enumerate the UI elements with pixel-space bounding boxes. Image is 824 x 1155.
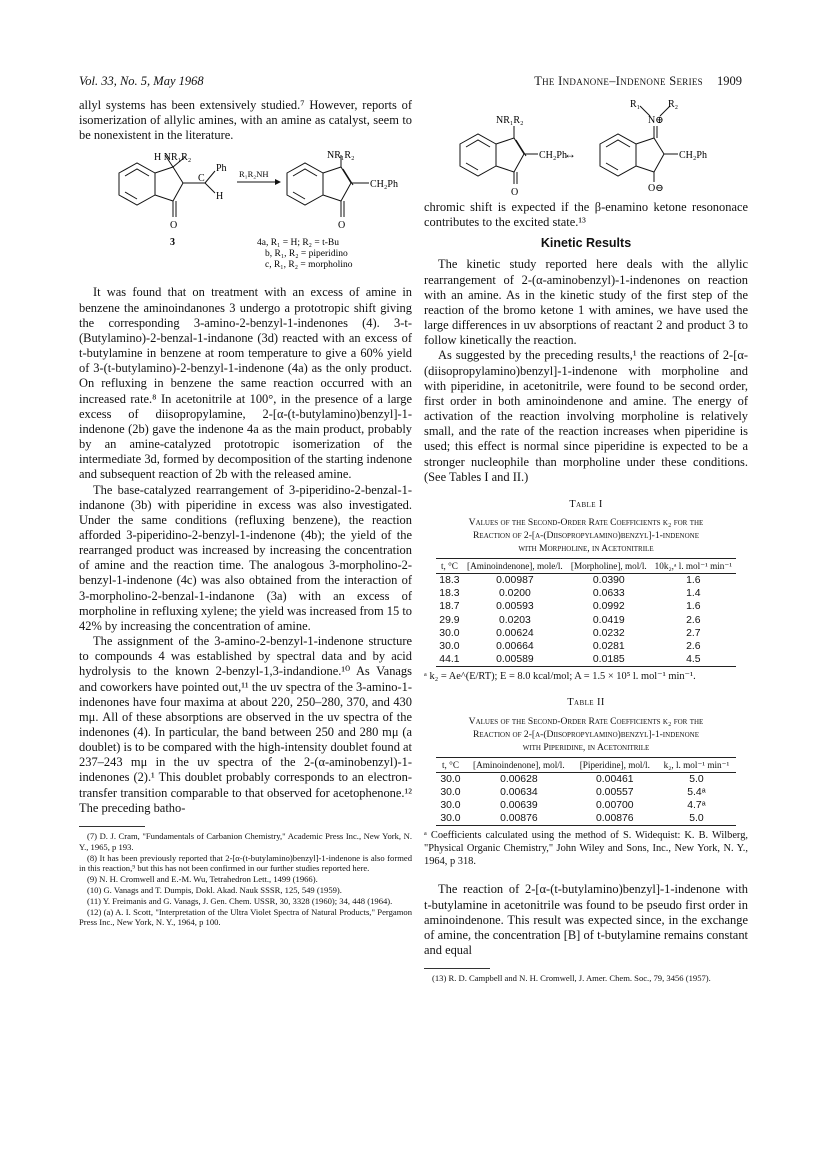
cell: 0.0281 bbox=[592, 640, 625, 652]
scheme2-n-plus: N⊕ bbox=[648, 115, 664, 126]
cell: 30.0 bbox=[440, 773, 461, 785]
table-row bbox=[436, 786, 736, 799]
scheme2-right-o: O⊖ bbox=[648, 183, 664, 194]
scheme2-r2: R₂ bbox=[668, 99, 679, 110]
cell: 5.0 bbox=[657, 812, 736, 826]
scheme2-left-sub: CH₂Ph bbox=[539, 150, 567, 161]
cell: 2.7 bbox=[686, 627, 701, 639]
table1-footnote: ᵃ k₂ = Ae^(E/RT); E = 8.0 kcal/mol; A = 1.5 × 10⁵ l. mol⁻¹ min⁻¹. bbox=[424, 671, 696, 683]
scheme2-r1: R₁ bbox=[630, 99, 641, 110]
table-row bbox=[436, 587, 736, 600]
cell: 5.0 bbox=[689, 773, 704, 785]
table1-header-temp: t, °C bbox=[436, 558, 463, 573]
scheme2-left-o: O bbox=[511, 187, 519, 198]
cell: 0.0992 bbox=[592, 601, 625, 613]
table1-caption bbox=[424, 516, 748, 555]
cell: 0.0419 bbox=[592, 614, 625, 626]
footnote-9: (9) N. H. Cromwell and E.-M. Wu, Tetrahedron Lett., 1499 (1966). bbox=[87, 874, 318, 885]
table-row bbox=[436, 614, 736, 627]
table1-caption-line3: with Morpholine, in Acetonitrile bbox=[518, 542, 654, 554]
table2-caption-line3: with Piperidine, in Acetonitrile bbox=[522, 741, 650, 753]
scheme1-right-sub: CH₂Ph bbox=[370, 179, 398, 191]
cell: 0.00700 bbox=[596, 799, 634, 811]
scheme1-label-b: b, R₁, R₂ = piperidino bbox=[265, 249, 348, 260]
table-1 bbox=[436, 558, 736, 667]
scheme1-reagent: R₁R₂NH bbox=[239, 169, 269, 180]
table-row bbox=[436, 772, 736, 786]
paragraph-assignment: The assignment of the 3-amino-2-benzyl-1-indenone structure to compounds 4 was established by spectral data and by acid hydrolysis to the known 2-benzyl-1,3-indandione.¹⁰ As Vanags and coworkers have pointed out,¹¹ the uv spectra of the 3-amino-1-indenones have four maxima at about 220, 250–280, 370, and 430 mμ. All of these absorptions are observed in the uv spectra of the indenones (4). In particular, the band between 250 and 280 mμ (a doublet) is to be compared with the high-intensity doublet found at 237–243 mμ in the uv spectra of the 2-(α-aminobenzyl)-1-indenones (2).¹ This doublet probably corresponds to an electron-transfer transition comparable to that observed for acetophenone.¹² The preceding batho- bbox=[79, 634, 412, 815]
cell: 0.00589 bbox=[463, 653, 567, 667]
paragraph-kinetic-study: The kinetic study reported here deals with the allylic rearrangement of 2-(α-aminobenzyl)-1-indenones on reaction with an amine. As in the kinetic study of the first step of the reaction of the bromo ketone 1 with amines, we have used the large differences in uv absorptions of reactant 2 and product 3 to follow kinetically the reaction. bbox=[424, 257, 748, 348]
scheme2-right-sub: CH₂Ph bbox=[679, 150, 707, 161]
footnote-11: (11) Y. Freimanis and G. Vanags, J. Gen. Chem. USSR, 30, 3328 (1960); 34, 448 (1964). bbox=[87, 895, 393, 906]
table-row bbox=[436, 627, 736, 640]
cell: 0.0185 bbox=[567, 653, 651, 667]
footnote-10: (10) G. Vanags and T. Dumpis, Dokl. Akad. Nauk SSSR, 125, 549 (1959). bbox=[87, 884, 342, 895]
paragraph-base-catalyzed: The base-catalyzed rearrangement of 3-piperidino-2-benzal-1-indanone (3b) with piperidine in excess was also investigated. Under the same conditions (refluxing benzene), the reaction afforded 3-piperidino-2-benzyl-1-indenone (4b); the yield of the rearranged product was increased by increasing the concentration of amine and the reaction time. The analogous 3-morpholino-2-benzyl-1-indenone (4c) was also obtained from the interaction of 3-morpholino-2-benzal-1-indanone (3a) with an excess of morpholine in refluxing xylene; the yield was increased from 15 to 42% by increasing the concentration of amine. bbox=[79, 482, 412, 633]
cell: 0.00664 bbox=[496, 640, 534, 652]
scheme-1-structures bbox=[79, 149, 412, 281]
cell: 0.00987 bbox=[496, 574, 534, 586]
scheme1-compound-3: 3 bbox=[170, 237, 175, 249]
table-row bbox=[436, 640, 736, 653]
cell: 29.9 bbox=[439, 614, 460, 626]
footnote-rule-right bbox=[424, 968, 490, 969]
section-heading-kinetic-results: Kinetic Results bbox=[540, 236, 632, 251]
table-2 bbox=[436, 757, 736, 827]
running-header-volume: Vol. 33, No. 5, May 1968 bbox=[79, 74, 204, 88]
cell: 30.0 bbox=[440, 799, 461, 811]
scheme-2 bbox=[424, 98, 748, 198]
table-row bbox=[436, 653, 736, 667]
cell: 0.00876 bbox=[465, 812, 573, 826]
running-header bbox=[534, 74, 742, 89]
scheme1-left-h: H bbox=[216, 191, 224, 203]
left-column bbox=[79, 98, 412, 928]
table1-header-aminoindenone: [Aminoindenone], mole/l. bbox=[463, 558, 567, 573]
footnote-12: (12) (a) A. I. Scott, "Interpretation of the Ultra Violet Spectra of Natural Products," Pergamon Press Inc., New York, N. Y., 1964, p 100. bbox=[79, 906, 412, 928]
table2-caption-line1: Values of the Second-Order Rate Coefficients k₂ for the bbox=[468, 715, 704, 727]
paragraph-bathochromic: chromic shift is expected if the β-enamino ketone resononace contributes to the excited state.¹³ bbox=[424, 200, 748, 230]
cell: 1.6 bbox=[686, 601, 701, 613]
cell: 30.0 bbox=[439, 627, 460, 639]
scheme1-left-o: O bbox=[170, 220, 178, 232]
cell: 0.0232 bbox=[592, 627, 625, 639]
footnotes-left bbox=[79, 831, 412, 928]
scheme1-right-o: O bbox=[338, 220, 346, 232]
cell: 30.0 bbox=[440, 786, 461, 798]
table1-header-morpholine: [Morpholine], mol/l. bbox=[567, 558, 651, 573]
table-row bbox=[436, 812, 736, 826]
table2-header-aminoindenone: [Aminoindenone], mol/l. bbox=[465, 757, 573, 772]
scheme1-label-c: c, R₁, R₂ = morpholino bbox=[265, 260, 353, 271]
table-row bbox=[436, 600, 736, 613]
footnote-7: (7) D. J. Cram, "Fundamentals of Carbanion Chemistry," Academic Press Inc., New York, N. Y., 1965, p 193. bbox=[79, 830, 412, 852]
scheme1-arrowhead bbox=[275, 179, 281, 185]
footnote-8: (8) It has been previously reported that 2-[α-(t-butylamino)benzyl]-1-indenone is also formed in this reaction,⁹ but this has not been confirmed in our further studies reported here. bbox=[79, 852, 412, 874]
table2-title: Table II bbox=[567, 697, 605, 709]
scheme1-label-a: 4a, R₁ = H; R₂ = t-Bu bbox=[257, 238, 339, 249]
cell: 4.5 bbox=[651, 653, 736, 667]
table1-title: Table I bbox=[569, 498, 603, 510]
scheme1-left-c: C bbox=[198, 173, 205, 185]
cell: 0.00639 bbox=[500, 799, 538, 811]
cell: 18.7 bbox=[439, 601, 460, 613]
scheme-1 bbox=[79, 149, 412, 281]
scheme1-left-ph: Ph bbox=[216, 163, 227, 175]
cell: 0.00461 bbox=[596, 773, 634, 785]
cell: 30.0 bbox=[439, 640, 460, 652]
cell: 18.3 bbox=[439, 574, 460, 586]
scheme2-left-amine: NR₁R₂ bbox=[496, 115, 524, 126]
table2-header-k2: k₂, l. mol⁻¹ min⁻¹ bbox=[657, 757, 736, 772]
table2-caption bbox=[424, 715, 748, 754]
footnote-13: (13) R. D. Campbell and N. H. Cromwell, J. Amer. Chem. Soc., 79, 3456 (1957). bbox=[432, 973, 711, 984]
table-row bbox=[436, 573, 736, 587]
cell: 0.00593 bbox=[496, 601, 534, 613]
scheme2-resonance-arrow: ↔ bbox=[564, 147, 576, 161]
cell: 44.1 bbox=[436, 653, 463, 667]
cell: 0.0200 bbox=[499, 588, 531, 600]
cell: 1.6 bbox=[686, 574, 701, 586]
cell: 2.6 bbox=[686, 614, 701, 626]
cell: 0.0203 bbox=[499, 614, 531, 626]
cell: 0.00624 bbox=[496, 627, 534, 639]
table1-header-k2: 10k₂,ᵃ l. mol⁻¹ min⁻¹ bbox=[651, 558, 736, 573]
right-column bbox=[424, 98, 748, 984]
table-row bbox=[436, 799, 736, 812]
table2-header-temp: t, °C bbox=[436, 757, 465, 772]
scheme1-right-top: NR₁R₂ bbox=[327, 150, 355, 162]
scheme1-left-top: H NR₁R₂ bbox=[154, 152, 192, 164]
cell: 0.0633 bbox=[592, 588, 625, 600]
cell: 0.00628 bbox=[500, 773, 538, 785]
table2-header-piperidine: [Piperidine], mol/l. bbox=[573, 757, 657, 772]
page-number: 1909 bbox=[717, 74, 742, 88]
table1-caption-line1: Values of the Second-Order Rate Coefficients k₂ for the bbox=[468, 516, 704, 528]
cell: 0.00557 bbox=[596, 786, 634, 798]
cell: 30.0 bbox=[436, 812, 465, 826]
cell: 2.6 bbox=[686, 640, 701, 652]
table2-footnote: ᵃ Coefficients calculated using the method of S. Widequist: K. B. Wilberg, "Physical Organic Chemistry," John Wiley and Sons, Inc., New York, N. Y., 1964, p 318. bbox=[424, 830, 748, 868]
paragraph-second-order: As suggested by the preceding results,¹ the reactions of 2-[α-(diisopropylamino)benzyl]-1-indenone with morpholine and with piperidine, in acetonitrile, were found to be second order, first order in both aminoindenone and amine. The energy of activation of the reaction involving morpholine is relatively small, and the rate of the reaction increases when piperidine is used; this effect is normal since piperidine is expected to be a stronger nucleophile than morpholine under these conditions. (See Tables I and II.) bbox=[424, 348, 748, 484]
cell: 0.00876 bbox=[573, 812, 657, 826]
cell: 0.00634 bbox=[500, 786, 538, 798]
cell: 5.4ᵃ bbox=[687, 786, 706, 798]
paragraph-treatment: It was found that on treatment with an excess of amine in benzene the aminoindanones 3 undergo a prototropic shift giving the corresponding 3-amino-2-benzyl-1-indenones (4). 3-t-(Butylamino)-2-benzal-1-indanone (3d) reacted with an excess of t-butylamine in benzene at room temperature to give a 60% yield of 3-(t-butylamino)-2-benzyl-1-indenone (4a) as the only product. On refluxing in benzene the same reaction occurred with an increased rate.⁸ In acetonitrile at 100°, in the presence of a large excess of diisopropylamine, 2-[α-(t-butylamino)benzyl]-1-indenone (2b) gave the indenone 4a as the main product, probably by an amine-catalyzed prototropic isomerization of the intermediate 3d, formed by decomposition of the starting indenone and subsequent reaction of 2b with the released amine. bbox=[79, 285, 412, 482]
footnote-rule bbox=[79, 826, 145, 827]
cell: 18.3 bbox=[439, 588, 460, 600]
table2-caption-line2: Reaction of 2-[α-(Diisopropylamino)benzyl]-1-indenone bbox=[473, 728, 699, 740]
cell: 0.0390 bbox=[592, 574, 625, 586]
running-header-title: The Indanone–Indenone Series bbox=[534, 74, 703, 88]
table1-caption-line2: Reaction of 2-[α-(Diisopropylamino)benzyl]-1-indenone bbox=[473, 529, 699, 541]
scheme-2-resonance bbox=[424, 98, 748, 198]
cell: 4.7ᵃ bbox=[687, 799, 706, 811]
paragraph-pseudo-first-order: The reaction of 2-[α-(t-butylamino)benzyl]-1-indenone with t-butylamine in acetonitrile was found to be pseudo first order in aminoindenone. This result was expected since, in the exchange of amine, the concentration [B] of t-butylamine remains constant and equal bbox=[424, 882, 748, 957]
cell: 1.4 bbox=[686, 588, 701, 600]
paragraph-allyl: allyl systems has been extensively studied.⁷ However, reports of isomerization of allylic amines, with an amine as catalyst, seem to be nonexistent in the literature. bbox=[79, 98, 412, 143]
